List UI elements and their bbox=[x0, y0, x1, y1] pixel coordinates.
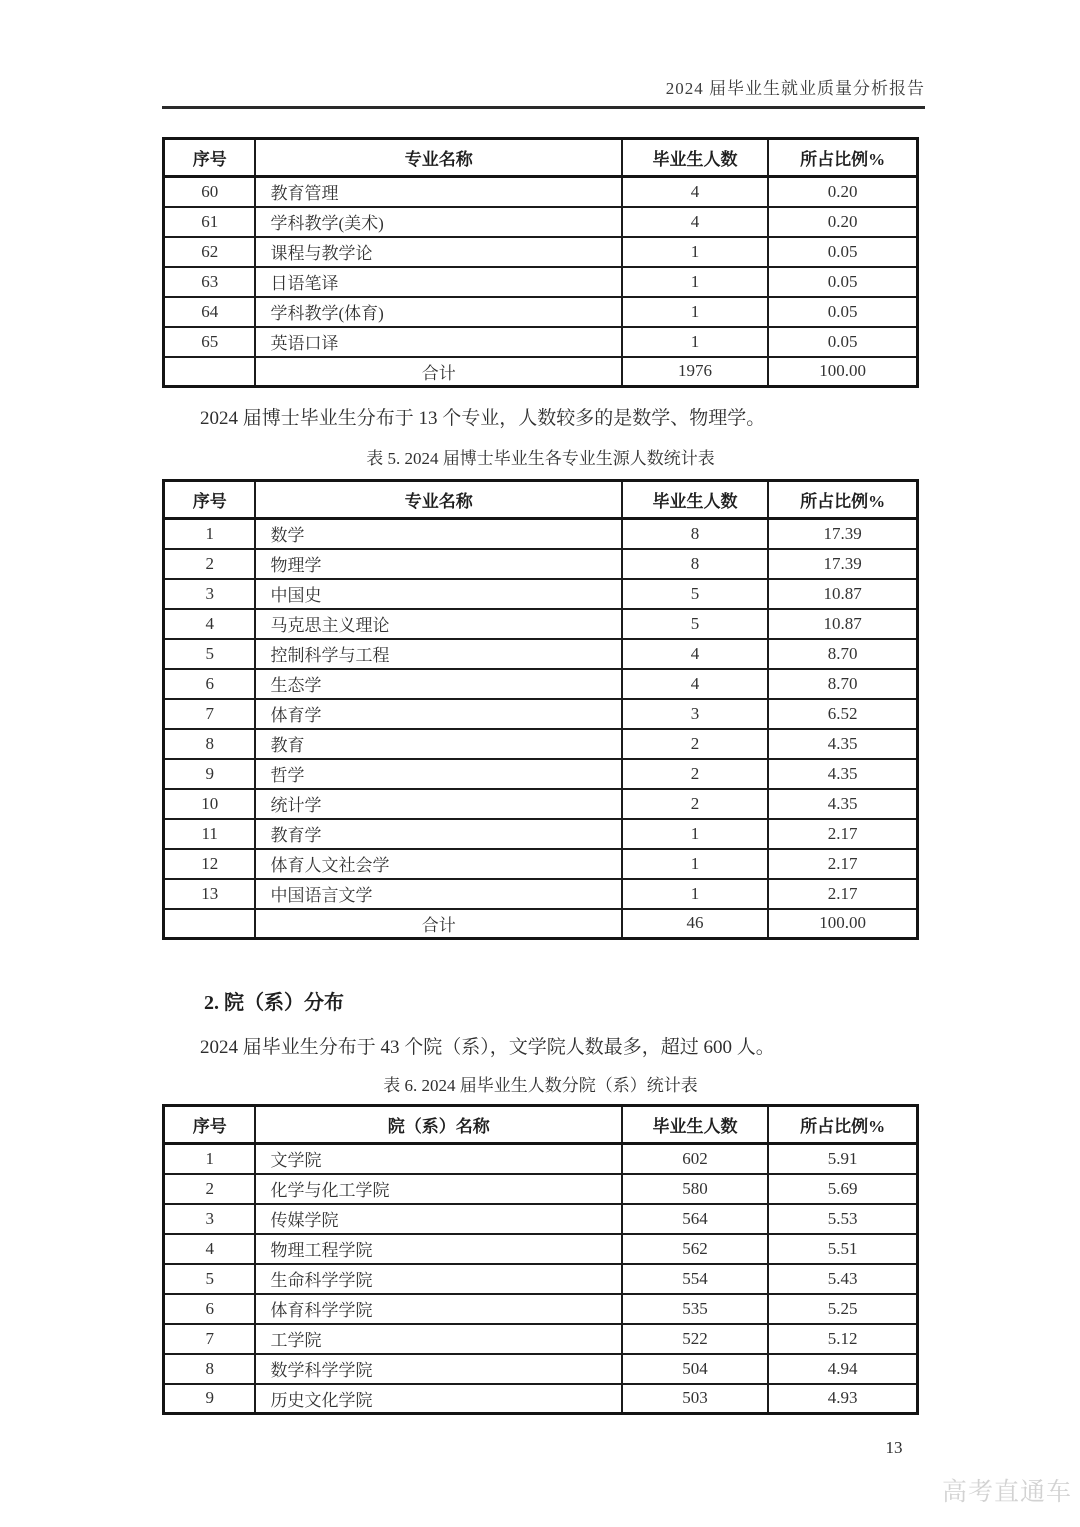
table-cell: 教育学 bbox=[255, 819, 621, 849]
report-title: 2024 届毕业生就业质量分析报告 bbox=[665, 79, 925, 98]
table-cell: 中国史 bbox=[255, 579, 621, 609]
table-cell: 1 bbox=[622, 327, 768, 357]
table-cell: 1 bbox=[622, 267, 768, 297]
table-cell: 物理工程学院 bbox=[255, 1234, 621, 1264]
table-cell: 5.43 bbox=[768, 1264, 917, 1294]
column-header: 所占比例% bbox=[768, 1106, 917, 1144]
table-cell: 10.87 bbox=[768, 579, 917, 609]
doctoral-majors-table bbox=[162, 479, 919, 940]
table-cell: 5.12 bbox=[768, 1324, 917, 1354]
table-row bbox=[164, 819, 918, 849]
table-cell: 控制科学与工程 bbox=[255, 639, 621, 669]
table-cell: 合计 bbox=[255, 357, 621, 387]
table-cell: 1 bbox=[622, 849, 768, 879]
table-row bbox=[164, 1204, 918, 1234]
table-cell: 4 bbox=[622, 177, 768, 207]
table-cell: 2 bbox=[164, 1174, 256, 1204]
table-cell: 0.05 bbox=[768, 327, 917, 357]
masters-majors-table bbox=[162, 137, 919, 388]
table-cell: 4.35 bbox=[768, 759, 917, 789]
table-cell: 10 bbox=[164, 789, 256, 819]
table-cell: 4 bbox=[622, 639, 768, 669]
table-row bbox=[164, 1294, 918, 1324]
table-cell: 5.91 bbox=[768, 1144, 917, 1174]
table-cell: 4 bbox=[622, 207, 768, 237]
table-row bbox=[164, 639, 918, 669]
table-cell: 2 bbox=[164, 549, 256, 579]
table-header-row bbox=[164, 1106, 918, 1144]
table-cell bbox=[164, 909, 256, 939]
table-cell: 63 bbox=[164, 267, 256, 297]
table-cell: 1 bbox=[622, 297, 768, 327]
table-header-row bbox=[164, 481, 918, 519]
table-row bbox=[164, 519, 918, 549]
page-number: 13 bbox=[885, 1438, 903, 1457]
table-cell: 4 bbox=[164, 1234, 256, 1264]
table-cell: 9 bbox=[164, 759, 256, 789]
table-cell: 535 bbox=[622, 1294, 768, 1324]
table-cell bbox=[164, 357, 256, 387]
table-cell: 课程与教学论 bbox=[255, 237, 621, 267]
table-row bbox=[164, 729, 918, 759]
table-cell: 8 bbox=[164, 729, 256, 759]
table-cell: 2 bbox=[622, 759, 768, 789]
column-header: 院（系）名称 bbox=[255, 1106, 621, 1144]
table-cell: 2.17 bbox=[768, 819, 917, 849]
total-row bbox=[164, 909, 918, 939]
table-cell: 马克思主义理论 bbox=[255, 609, 621, 639]
column-header: 毕业生人数 bbox=[622, 1106, 768, 1144]
table-row bbox=[164, 267, 918, 297]
table5-caption: 表 5. 2024 届博士毕业生各专业生源人数统计表 bbox=[366, 449, 715, 468]
table-row bbox=[164, 759, 918, 789]
table-cell: 562 bbox=[622, 1234, 768, 1264]
table-cell: 11 bbox=[164, 819, 256, 849]
table-cell: 数学 bbox=[255, 519, 621, 549]
table-cell: 2.17 bbox=[768, 879, 917, 909]
table-cell: 历史文化学院 bbox=[255, 1384, 621, 1414]
table-cell: 4.35 bbox=[768, 789, 917, 819]
table-row bbox=[164, 849, 918, 879]
table-row bbox=[164, 579, 918, 609]
table-cell: 学科教学(美术) bbox=[255, 207, 621, 237]
table-row bbox=[164, 879, 918, 909]
column-header: 专业名称 bbox=[255, 139, 621, 177]
table-cell: 8.70 bbox=[768, 639, 917, 669]
table-row bbox=[164, 549, 918, 579]
table-cell: 62 bbox=[164, 237, 256, 267]
departments-table bbox=[162, 1104, 919, 1415]
table-cell: 0.05 bbox=[768, 297, 917, 327]
doctoral-intro-paragraph: 2024 届博士毕业生分布于 13 个专业，人数较多的是数学、物理学。 bbox=[200, 408, 766, 429]
table-cell: 化学与化工学院 bbox=[255, 1174, 621, 1204]
table6-caption: 表 6. 2024 届毕业生人数分院（系）统计表 bbox=[383, 1076, 698, 1095]
table-row bbox=[164, 1324, 918, 1354]
table-cell: 哲学 bbox=[255, 759, 621, 789]
table-row bbox=[164, 699, 918, 729]
table-cell: 5.69 bbox=[768, 1174, 917, 1204]
table-cell: 602 bbox=[622, 1144, 768, 1174]
table-cell: 65 bbox=[164, 327, 256, 357]
table-row bbox=[164, 1354, 918, 1384]
table-cell: 5.53 bbox=[768, 1204, 917, 1234]
table-cell: 554 bbox=[622, 1264, 768, 1294]
table-cell: 数学科学学院 bbox=[255, 1354, 621, 1384]
table-cell: 0.05 bbox=[768, 237, 917, 267]
table-cell: 0.05 bbox=[768, 267, 917, 297]
column-header: 毕业生人数 bbox=[622, 139, 768, 177]
table-cell: 统计学 bbox=[255, 789, 621, 819]
table-cell: 4 bbox=[622, 669, 768, 699]
table-cell: 9 bbox=[164, 1384, 256, 1414]
table-row bbox=[164, 1264, 918, 1294]
table-cell: 5.25 bbox=[768, 1294, 917, 1324]
table-cell: 7 bbox=[164, 1324, 256, 1354]
table-cell: 1 bbox=[622, 237, 768, 267]
table-row bbox=[164, 297, 918, 327]
table-cell: 传媒学院 bbox=[255, 1204, 621, 1234]
table-cell: 60 bbox=[164, 177, 256, 207]
table-cell: 体育科学学院 bbox=[255, 1294, 621, 1324]
table-row bbox=[164, 207, 918, 237]
table-cell: 1 bbox=[164, 519, 256, 549]
table-cell: 8.70 bbox=[768, 669, 917, 699]
table-cell: 3 bbox=[164, 1204, 256, 1234]
table-header-row bbox=[164, 139, 918, 177]
table-cell: 4 bbox=[164, 609, 256, 639]
table-cell: 100.00 bbox=[768, 909, 917, 939]
table-cell: 580 bbox=[622, 1174, 768, 1204]
table-cell: 17.39 bbox=[768, 519, 917, 549]
table-cell: 503 bbox=[622, 1384, 768, 1414]
table-cell: 522 bbox=[622, 1324, 768, 1354]
column-header: 序号 bbox=[164, 1106, 256, 1144]
watermark-gaokao-zhitongche: 高考直通车 bbox=[942, 1478, 1073, 1506]
table-cell: 12 bbox=[164, 849, 256, 879]
column-header: 所占比例% bbox=[768, 481, 917, 519]
table-cell: 564 bbox=[622, 1204, 768, 1234]
table-cell: 体育人文社会学 bbox=[255, 849, 621, 879]
table-cell: 中国语言文学 bbox=[255, 879, 621, 909]
table-cell: 5.51 bbox=[768, 1234, 917, 1264]
table-cell: 13 bbox=[164, 879, 256, 909]
table-cell: 6 bbox=[164, 669, 256, 699]
table-row bbox=[164, 327, 918, 357]
table-cell: 10.87 bbox=[768, 609, 917, 639]
table-cell: 教育 bbox=[255, 729, 621, 759]
column-header: 所占比例% bbox=[768, 139, 917, 177]
table-cell: 61 bbox=[164, 207, 256, 237]
table-cell: 4.94 bbox=[768, 1354, 917, 1384]
table-cell: 7 bbox=[164, 699, 256, 729]
table-cell: 6 bbox=[164, 1294, 256, 1324]
table-row bbox=[164, 1384, 918, 1414]
table-cell: 17.39 bbox=[768, 549, 917, 579]
table-row bbox=[164, 1144, 918, 1174]
table-cell: 生命科学学院 bbox=[255, 1264, 621, 1294]
total-row bbox=[164, 357, 918, 387]
table-cell: 8 bbox=[164, 1354, 256, 1384]
table-cell: 8 bbox=[622, 549, 768, 579]
table-cell: 生态学 bbox=[255, 669, 621, 699]
table-cell: 46 bbox=[622, 909, 768, 939]
table-cell: 4.35 bbox=[768, 729, 917, 759]
header-rule bbox=[162, 106, 925, 109]
table-cell: 100.00 bbox=[768, 357, 917, 387]
table-cell: 6.52 bbox=[768, 699, 917, 729]
table-cell: 0.20 bbox=[768, 177, 917, 207]
table-cell: 英语口译 bbox=[255, 327, 621, 357]
table-cell: 5 bbox=[164, 639, 256, 669]
table-cell: 1976 bbox=[622, 357, 768, 387]
table-cell: 工学院 bbox=[255, 1324, 621, 1354]
table-cell: 日语笔译 bbox=[255, 267, 621, 297]
column-header: 序号 bbox=[164, 481, 256, 519]
table-cell: 体育学 bbox=[255, 699, 621, 729]
table-row bbox=[164, 177, 918, 207]
table-row bbox=[164, 789, 918, 819]
table-cell: 64 bbox=[164, 297, 256, 327]
table-cell: 2 bbox=[622, 729, 768, 759]
table-cell: 物理学 bbox=[255, 549, 621, 579]
table-row bbox=[164, 237, 918, 267]
table-cell: 教育管理 bbox=[255, 177, 621, 207]
table-cell: 合计 bbox=[255, 909, 621, 939]
table-row bbox=[164, 1174, 918, 1204]
table-cell: 0.20 bbox=[768, 207, 917, 237]
table-cell: 504 bbox=[622, 1354, 768, 1384]
table-row bbox=[164, 1234, 918, 1264]
table-cell: 学科教学(体育) bbox=[255, 297, 621, 327]
table-cell: 1 bbox=[164, 1144, 256, 1174]
table-cell: 4.93 bbox=[768, 1384, 917, 1414]
table-cell: 5 bbox=[622, 609, 768, 639]
table-cell: 3 bbox=[164, 579, 256, 609]
page-header bbox=[162, 74, 925, 109]
column-header: 毕业生人数 bbox=[622, 481, 768, 519]
table-cell: 5 bbox=[164, 1264, 256, 1294]
table-cell: 1 bbox=[622, 879, 768, 909]
table-cell: 5 bbox=[622, 579, 768, 609]
page-content bbox=[162, 137, 919, 1415]
table-row bbox=[164, 609, 918, 639]
column-header: 专业名称 bbox=[255, 481, 621, 519]
table-row bbox=[164, 669, 918, 699]
table-cell: 3 bbox=[622, 699, 768, 729]
table-cell: 2.17 bbox=[768, 849, 917, 879]
section-heading-departments: 2. 院（系）分布 bbox=[204, 992, 344, 1014]
column-header: 序号 bbox=[164, 139, 256, 177]
departments-intro-paragraph: 2024 届毕业生分布于 43 个院（系），文学院人数最多，超过 600 人。 bbox=[200, 1037, 775, 1058]
table-cell: 1 bbox=[622, 819, 768, 849]
table-cell: 2 bbox=[622, 789, 768, 819]
table-cell: 8 bbox=[622, 519, 768, 549]
table-cell: 文学院 bbox=[255, 1144, 621, 1174]
